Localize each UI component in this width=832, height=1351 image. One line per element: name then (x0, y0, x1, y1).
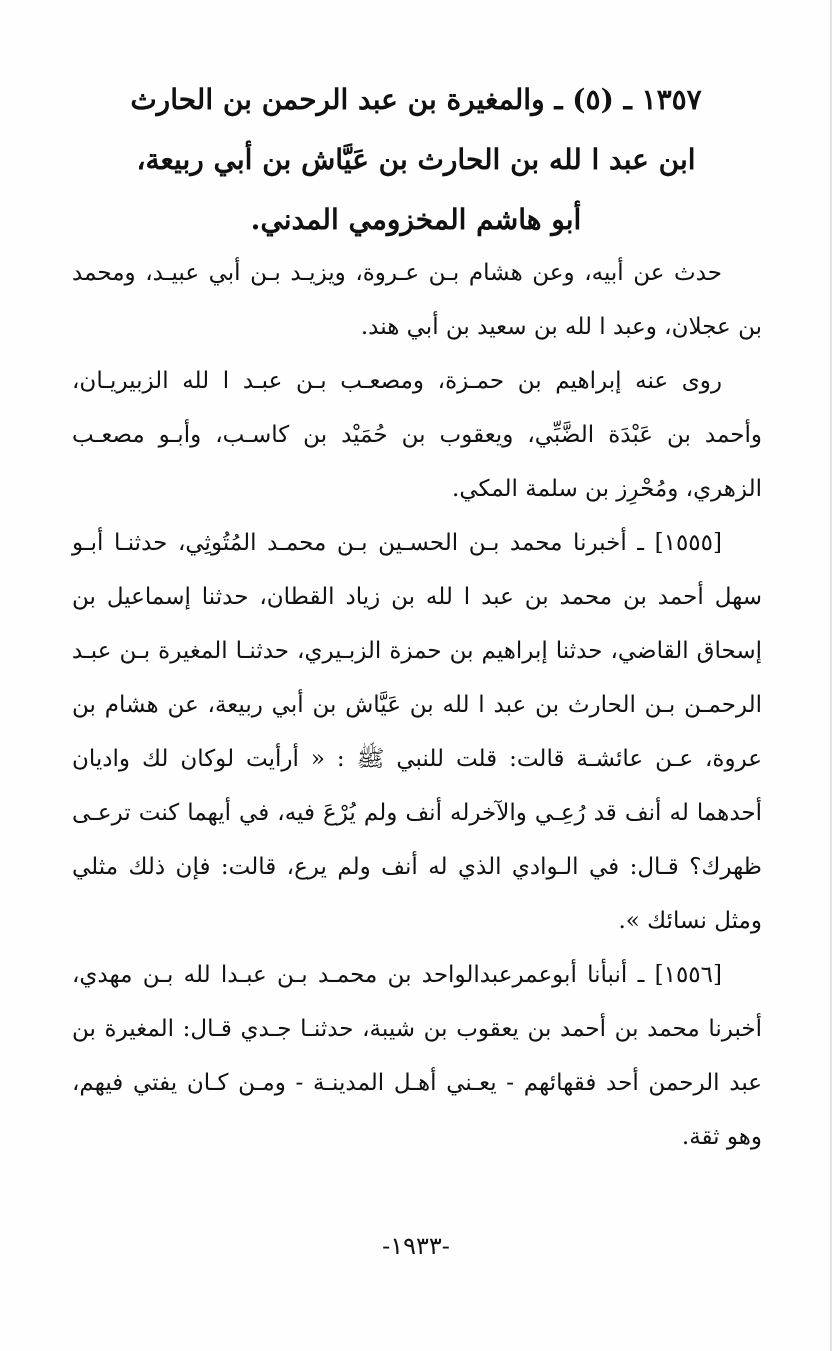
heading-line-2: ابن عبد ا لله بن الحارث بن عَيَّاش بن أبي ربيعة، (136, 143, 696, 176)
paragraph-hadith-1555: [١٥٥٥] ـ أخبرنا محمد بـن الحسـين بـن محمـد المُتُوثِي، حدثنـا أبـو سهل أحمد بن محمد بن عبد ا لله بن زياد القطان، حدثنا إسماعيل بن إسحاق القاضي، حدثنا إبراهيم بن حمزة الزبـيري، حدثنـا المغيرة بـن عبـد الرحمـن بـن الحارث بن عبد ا لله بن عَيَّاش بن أبي ربيعة، عن هشام بن عروة، عـن عائشـة قالت: قلت للنبي ﷺ : « أرأيت لوكان لك واديان أحدهما له أنف قد رُعِـي والآخرله أنف ولم يُرْعَ فيه، في أيهما كنت ترعـى ظهرك؟ قـال: في الـوادي الذي له أنف ولم يرع، قالت: فإن ذلك مثلي ومثل نسائك ». (72, 530, 762, 934)
paragraph-narrated-from: حدث عن أبيه، وعن هشام بـن عـروة، ويزيـد بـن أبي عبيـد، ومحمد بن عجلان، وعبد ا لله بن سعيد بن أبي هند. (72, 260, 762, 340)
entry-heading (60, 70, 772, 250)
entry-body (72, 246, 762, 1164)
paragraph-narrated-by: روى عنه إبراهيم بن حمـزة، ومصعـب بـن عبـد ا لله الزبيريـان، وأحمد بن عَبْدَة الضَّبِّي، ويعقوب بن حُمَيْد بن كاسـب، وأبـو مصعـب الزهري، ومُحْرِز بن سلمة المكي. (72, 368, 762, 502)
paragraph-report-1556: [١٥٥٦] ـ أنبأنا أبوعمرعبدالواحد بن محمـد بـن عبـدا لله بـن مهدي، أخبرنا محمد بن أحمد بن يعقوب بن شيبة، حدثنـا جـدي قـال: المغيرة بن عبد الرحمن أحد فقهائهم - يعـني أهـل المدينـة - ومـن كـان يفتي فيهم، وهو ثقة. (72, 962, 762, 1150)
heading-line-3: أبو هاشم المخزومي المدني. (250, 203, 582, 236)
page-number: -١٩٣٣- (382, 1232, 450, 1260)
heading-line-1: ١٣٥٧ ـ (٥) ـ والمغيرة بن عبد الرحمن بن الحارث (130, 83, 702, 116)
